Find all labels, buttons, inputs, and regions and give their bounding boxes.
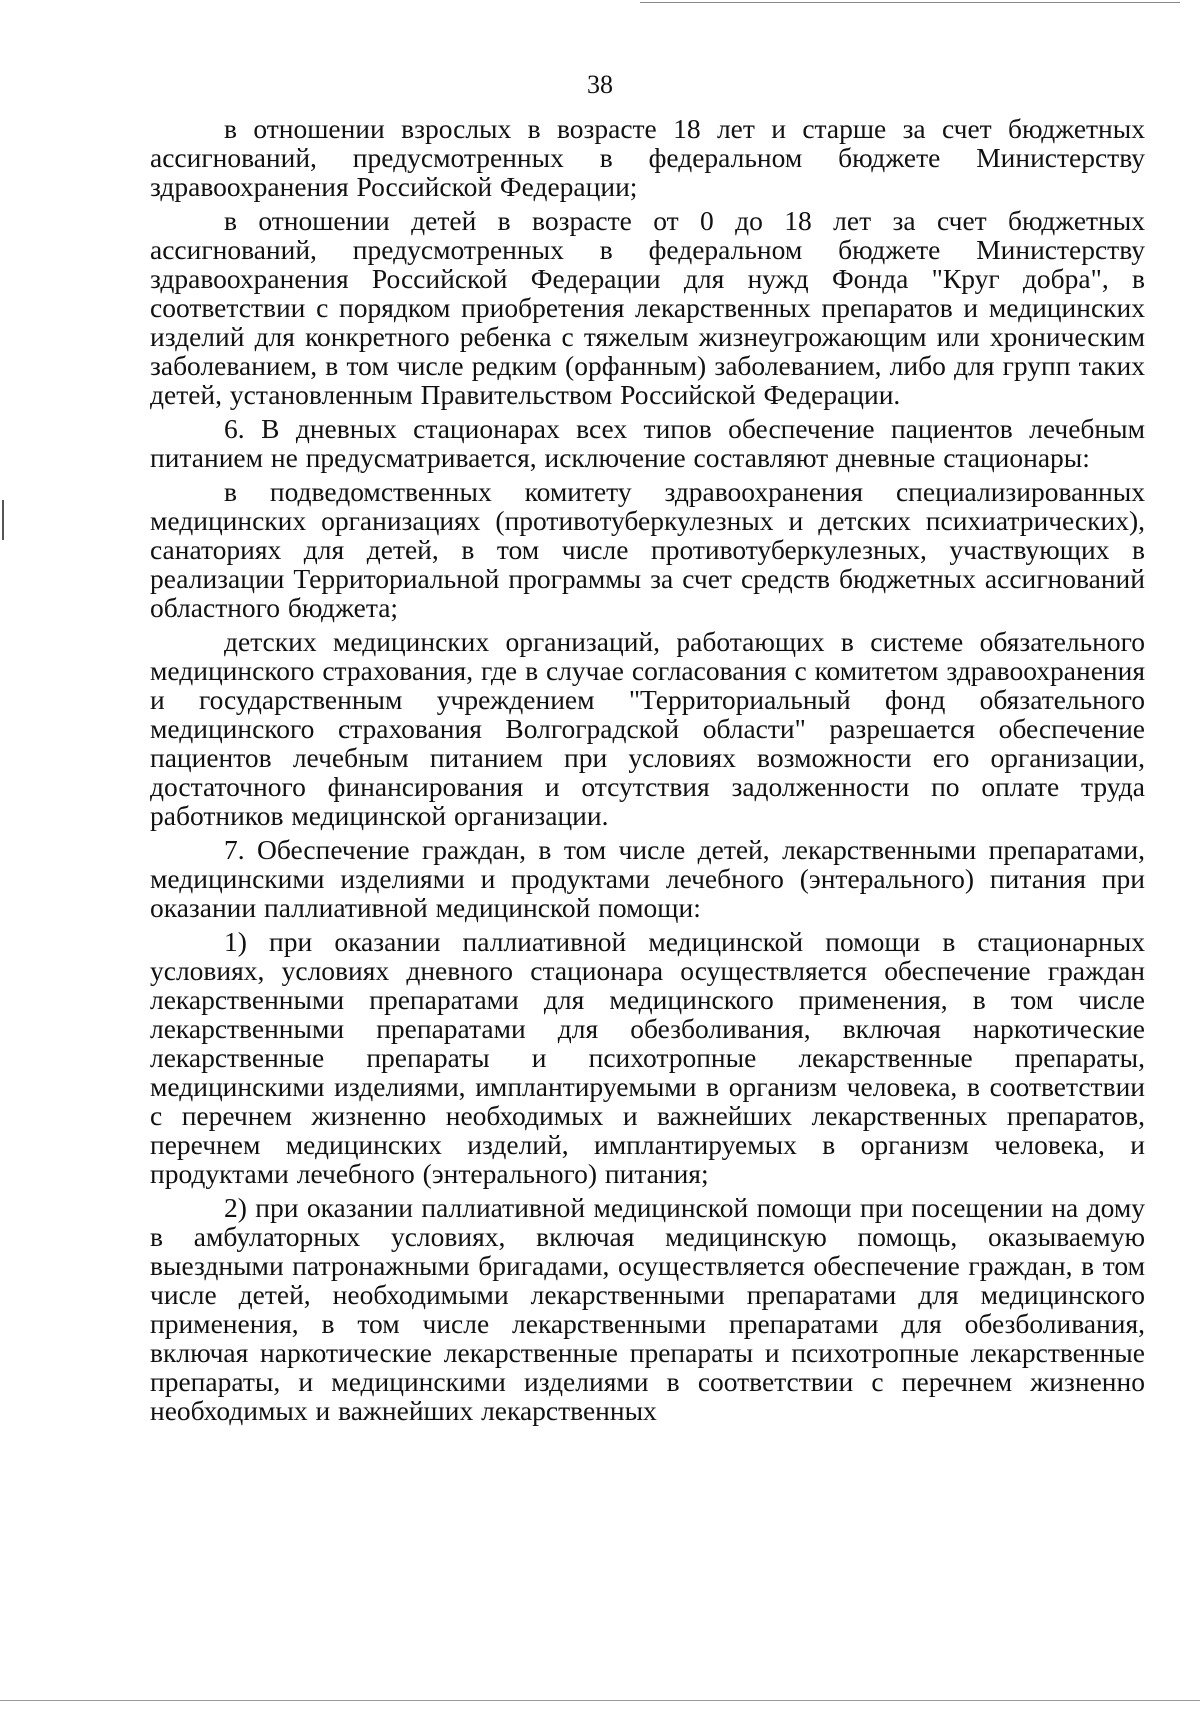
paragraph-item-6: 6. В дневных стационарах всех типов обеспечение пациентов лечебным питанием не предусматривается, исключение составляют дневные стационары:	[150, 413, 1145, 473]
paragraph-subitem-1: 1) при оказании паллиативной медицинской помощи в стационарных условиях, условиях дневного стационара осуществляется обеспечение граждан лекарственными препаратами для медицинского применения, в том числе лекарственными препаратами для обезболивания, включая наркотические лекарственные препараты и психотропные лекарственные препараты, медицинскими изделиями, имплантируемыми в организм человека, в соответствии с перечнем жизненно необходимых и важнейших лекарственных препаратов, перечнем медицинских изделий, имплантируемых в организм человека, и продуктами лечебного (энтерального) питания;	[150, 926, 1145, 1189]
paragraph-subordinate-organizations: в подведомственных комитету здравоохранения специализированных медицинских организациях (противотуберкулезных и детских психиатрических), санаториях для детей, в том числе противотуберкулезных, участвующих в реализации Территориальной программы за счет средств бюджетных ассигнований областного бюджета;	[150, 476, 1145, 623]
paragraph-children-organizations: детских медицинских организаций, работающих в системе обязательного медицинского страхования, где в случае согласования с комитетом здравоохранения и государственным учреждением "Территориальный фонд обязательного медицинского страхования Волгоградской области" разрешается обеспечение пациентов лечебным питанием при условиях возможности его организации, достаточного финансирования и отсутствия задолженности по оплате труда работников медицинской организации.	[150, 626, 1145, 831]
page-number: 38	[587, 70, 613, 99]
paragraph-item-7: 7. Обеспечение граждан, в том числе детей, лекарственными препаратами, медицинскими изделиями и продуктами лечебного (энтерального) питания при оказании паллиативной медицинской помощи:	[150, 834, 1145, 923]
scan-edge-mark	[2, 500, 4, 540]
paragraph-children: в отношении детей в возрасте от 0 до 18 лет за счет бюджетных ассигнований, предусмотренных в федеральном бюджете Министерству здравоохранения Российской Федерации для нужд Фонда "Круг добра", в соответствии с порядком приобретения лекарственных препаратов и медицинских изделий для конкретного ребенка с тяжелым жизнеугрожающим или хроническим заболеванием, в том числе редким (орфанным) заболеванием, либо для групп таких детей, установленным Правительством Российской Федерации.	[150, 205, 1145, 410]
document-body	[150, 114, 1145, 1430]
scan-border-top	[640, 2, 1180, 3]
scan-border-bottom	[0, 1700, 1200, 1701]
paragraph-adults: в отношении взрослых в возрасте 18 лет и старше за счет бюджетных ассигнований, предусмотренных в федеральном бюджете Министерству здравоохранения Российской Федерации;	[150, 113, 1145, 202]
paragraph-subitem-2: 2) при оказании паллиативной медицинской помощи при посещении на дому в амбулаторных условиях, включая медицинскую помощь, оказываемую выездными патронажными бригадами, осуществляется обеспечение граждан, в том числе детей, необходимыми лекарственными препаратами для медицинского применения, в том числе лекарственными препаратами для обезболивания, включая наркотические лекарственные препараты и психотропные лекарственные препараты, и медицинскими изделиями в соответствии с перечнем жизненно необходимых и важнейших лекарственных	[150, 1192, 1145, 1426]
